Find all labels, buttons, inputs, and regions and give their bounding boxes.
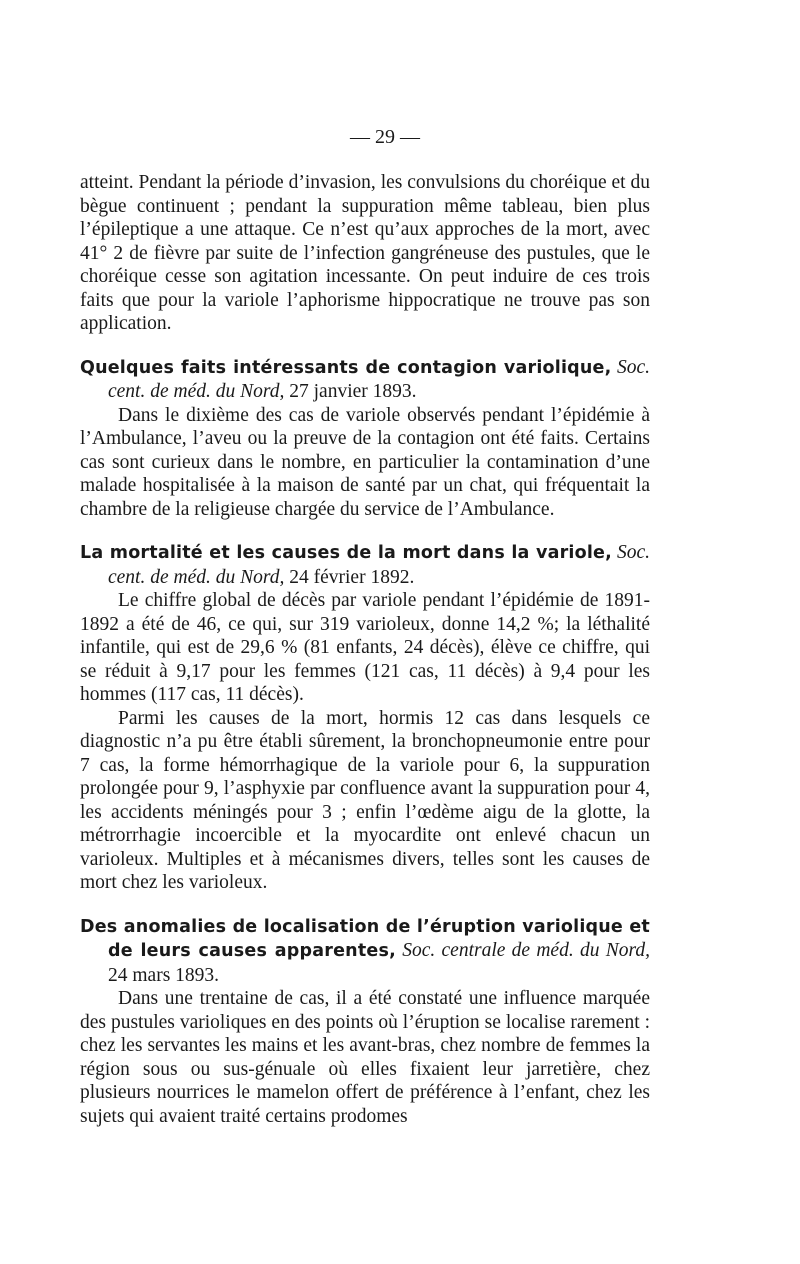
entry-paragraph: Dans une trentaine de cas, il a été constaté une influence marquée des pustules varioliques en des points où l’éruption se localise rarement : chez les servantes les mains et les avant-bras, chez nombre de femmes la région sous ou sus-génuale où elles fixaient leur jarretière, chez plusieurs nourrices le mamelon offert de préférence à l’enfant, chez les sujets qui avaient traité certains prodomes	[80, 988, 650, 1127]
entry-date: 24 mars 1893.	[108, 964, 220, 986]
entry-paragraph: Parmi les causes de la mort, hormis 12 cas dans lesquels ce diagnostic n’a pu être établi sûrement, la bronchopneumonie entre pour 7 cas, la forme hémorrhagique de la variole pour 6, la suppuration prolongée pour 9, l’asphyxie par confluence avant la suppuration pour 4, les accidents méningés pour 3 ; enfin l’œdème aigu de la glotte, la métrorrhagie incoercible et la myocardite ont enlevé chacun un varioleux. Multiples et à mécanismes divers, telles sont les causes de mort chez les varioleux.	[80, 707, 650, 893]
entry-title: La mortalité et les causes de la mort dans la variole,	[80, 543, 612, 563]
entry-heading	[80, 356, 650, 404]
entry-reference: Soc. cent. de méd. du Nord,	[108, 356, 651, 402]
entry-contagion	[80, 356, 650, 522]
entry-anomalies	[80, 915, 650, 1129]
page-number: — 29 —	[350, 126, 420, 148]
entry-paragraph: Dans le dixième des cas de variole observés pendant l’épidémie à l’Ambulance, l’aveu ou la preuve de la contagion ont été faits. Certains cas sont curieux dans le nombre, en particulier la contamination d’une malade hospitalisée à la maison de santé par un chat, qui fréquentait la chambre de la religieuse chargée du service de l’Ambulance.	[80, 404, 650, 520]
entry-reference: Soc. centrale de méd. du Nord,	[402, 940, 651, 961]
entry-title: Quelques faits intéressants de contagion variolique,	[80, 357, 612, 378]
entry-heading	[80, 915, 650, 988]
entry-reference: Soc. cent. de méd. du Nord,	[108, 542, 651, 588]
entry-mortalite	[80, 541, 650, 895]
entry-date: 24 février 1892.	[289, 566, 415, 588]
entry-date: 27 janvier 1893.	[289, 381, 417, 402]
entry-paragraph: Le chiffre global de décès par variole pendant l’épidémie de 1891-1892 a été de 46, ce qui, sur 319 varioleux, donne 14,2 %; la léthalité infantile, qui est de 29,6 % (81 enfants, 24 décès), élève ce chiffre, qui se réduit à 9,17 pour les femmes (121 cas, 11 décès) à 9,4 pour les hommes (117 cas, 11 décès).	[80, 590, 650, 705]
opening-paragraph: atteint. Pendant la période d’invasion, les convulsions du choréique et du bègue continuent ; pendant la suppuration même tableau, bien plus l’épileptique a une attaque. Ce n’est qu’aux approches de la mort, avec 41° 2 de fièvre par suite de l’infection gangréneuse des pustules, que le choréique cesse son agitation incessante. On peut induire de ces trois faits que pour la variole l’aphorisme hippocratique ne trouve pas son application.	[80, 172, 650, 334]
entry-title: Des anomalies de localisation de l’éruption variolique et de leurs causes apparentes,	[80, 916, 650, 961]
entry-heading	[80, 541, 650, 589]
